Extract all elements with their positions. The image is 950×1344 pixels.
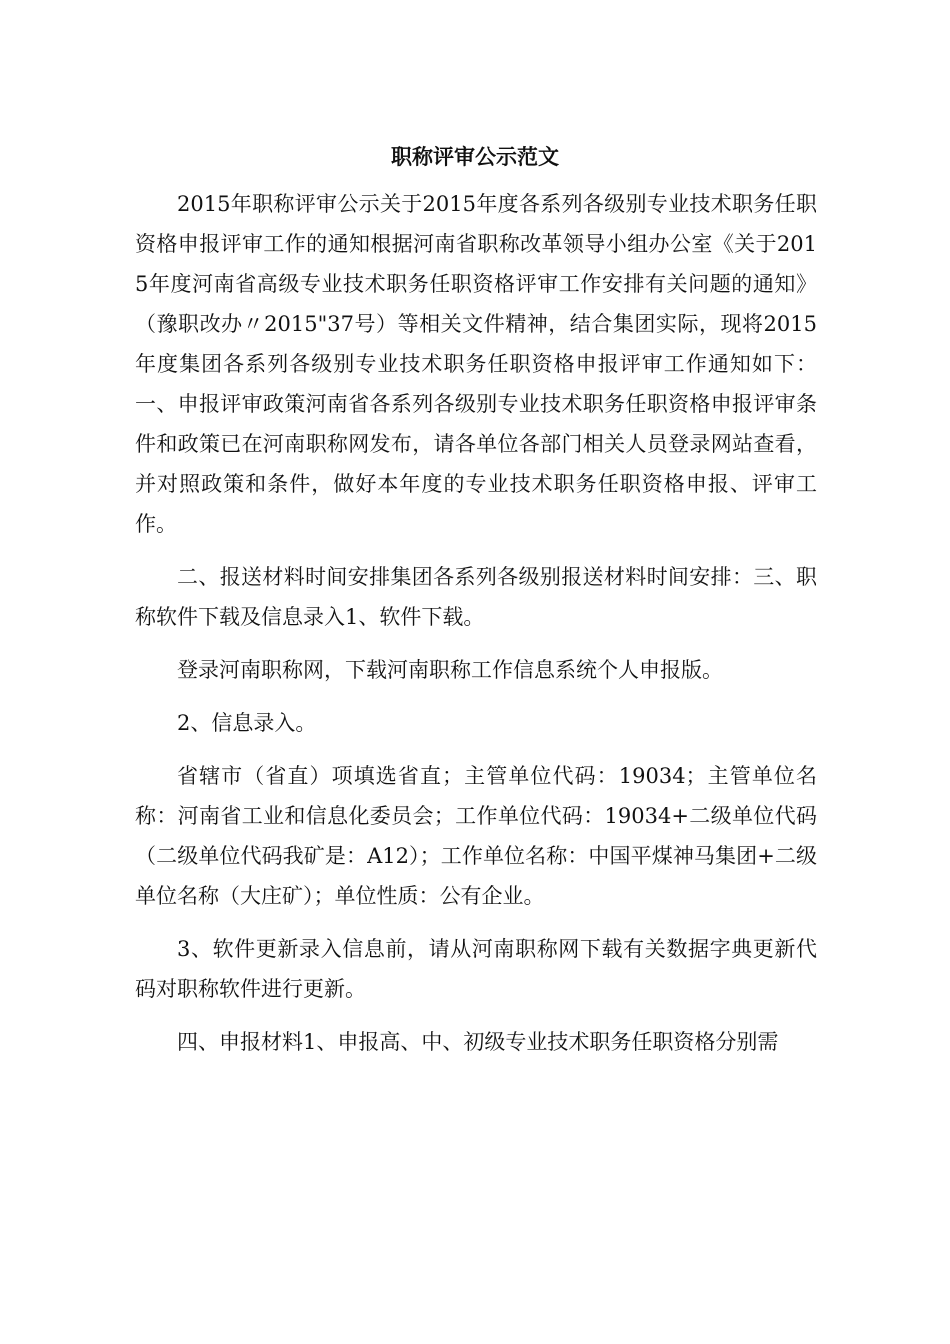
document-title: 职称评审公示范文 (391, 144, 559, 169)
paragraph-software-update: 3、软件更新录入信息前，请从河南职称网下载有关数据字典更新代码对职称软件进行更新。 (135, 937, 817, 1001)
paragraph-info-entry: 省辖市（省直）项填选省直；主管单位代码：19034；主管单位名称：河南省工业和信息化委员会；工作单位代码：19034+二级单位代码（二级单位代码我矿是：A12）；工作单位名称：中国平煤神马集团+二级单位名称（大庄矿）；单位性质：公有企业。 (135, 764, 817, 908)
paragraph-materials: 四、申报材料1、申报高、中、初级专业技术职务任职资格分别需 (177, 1030, 779, 1054)
paragraph-info-entry-heading: 2、信息录入。 (177, 711, 317, 735)
paragraph-notice: 2015年职称评审公示关于2015年度各系列各级别专业技术职务任职资格申报评审工作的通知根据河南省职称改革领导小组办公室《关于2015年度河南省高级专业技术职务任职资格评审工作安排有关问题的通知》（豫职改办〃2015"37号）等相关文件精神，结合集团实际，现将2015年度集团各系列各级别专业技术职务任职资格申报评审工作通知如下：一、申报评审政策河南省各系列各级别专业技术职务任职资格申报评审条件和政策已在河南职称网发布，请各单位各部门相关人员登录网站查看，并对照政策和条件，做好本年度的专业技术职务任职资格申报、评审工作。 (135, 192, 817, 536)
paragraph-download: 登录河南职称网，下载河南职称工作信息系统个人申报版。 (177, 658, 723, 682)
paragraph-schedule: 二、报送材料时间安排集团各系列各级别报送材料时间安排：三、职称软件下载及信息录入1、软件下载。 (135, 565, 817, 629)
document-body (135, 184, 817, 1062)
